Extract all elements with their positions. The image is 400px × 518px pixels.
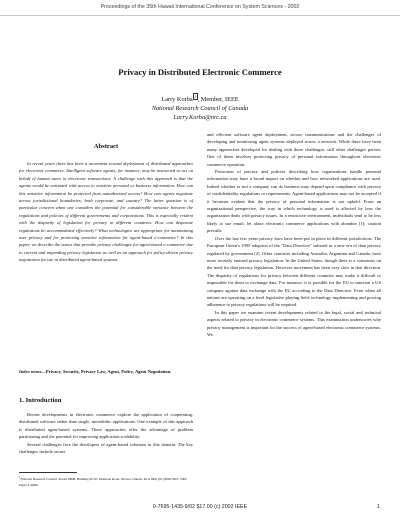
author-email: Larry.Korba@nrc.ca <box>173 114 227 122</box>
paragraph: Several challenges face the developers of agent-based solutions in this domain. The key challenges include secure <box>19 441 193 455</box>
page-footer <box>0 500 400 518</box>
author-affiliation: National Research Council of Canada <box>151 105 249 113</box>
footnote-mark: 1 <box>19 476 21 479</box>
abstract-heading: Abstract <box>93 143 119 150</box>
introduction-body <box>19 411 193 455</box>
paper-title: Privacy in Distributed Electronic Commerce <box>118 67 282 77</box>
abstract-text: In recent years there has been a movement toward deployment of distributed approaches for electronic commerce. Intelligent software agents, for instance, may be instructed to act on behalf of human users in electronic transactions. A challenge with this approach is that the agents would be entrusted with access to sensitive personal or business information. How can this sensitive information be protected from unauthorized access? How can agents negotiate across jurisdictional boundaries; both corporate, and country? The latter question is of particular concern when one considers the potential for considerable variance between the regulations and policies of different governments and corporations. This is especially evident with the disparity of legislation for privacy in different countries. How can disparate regulations be accommodated effectively? What technologies are appropriate for maintaining user privacy and for protecting sensitive information for agent-based e-commerce? In this paper, we describe the issues that provoke privacy challenges for agent-based e-commerce due to current and impending privacy legislation as well as an approach for policy-driven privacy negotiation for use in distributed agent-based systems. <box>19 161 193 263</box>
paragraph: Protection of privacy and policies describing how organizations handle personal information may have a broad impact on whether and how networked applications are used. Indeed whether or not a company can do business may depend upon compliance with privacy of confidentiality regulations or requirements. Agent-based applications may not be accepted if it becomes evident that the privacy of personal information is not upheld. From an organizational perspective, the way in which technology is used is affected by how the organization deals with privacy issues. In a restrictive environment, individuals tend to be less likely to use email, let alone electronic commerce applications with abandon [1]; caution prevails. <box>207 169 381 234</box>
copyright-line: 0-7695-1435-9/02 $17.00 (c) 2002 IEEE <box>152 504 248 510</box>
running-head: Proceedings of the 35th Hawaii International Conference on System Sciences - 2002 <box>0 0 400 16</box>
right-column-body <box>207 131 381 338</box>
author-line <box>0 92 400 104</box>
index-terms <box>19 368 193 375</box>
index-terms-lead: Index terms <box>19 369 42 374</box>
footnote-rule <box>19 472 77 473</box>
paragraph: Recent developments in electronic commerce explore the application of cooperating, distributed software rather than single, monolithic applications. One example of this approach is distributed agent-based systems. These approaches offer the advantage of problem partitioning and the potential for improving application scalability. <box>19 412 193 440</box>
section-heading-introduction: 1. Introduction <box>19 397 62 404</box>
page-number: 1 <box>377 504 380 510</box>
paragraph: In this paper we examine recent developments related to the legal, social and technical aspects related to privacy in electronic commerce systems. This examination underscores why privacy management is important for the success of agent-based electronic commerce systems. We <box>207 309 381 337</box>
paragraph: and efficient software agent deployment, secure communications and the challenges of developing and monitoring agent systems deployed across a network. While there have been many approaches developed for dealing with these challenges, still other challenges persist. One of them involves protecting privacy of personal information throughout electronic commerce operation. <box>207 132 381 167</box>
author-block <box>0 92 400 122</box>
author-name: Larry Korba <box>161 96 193 104</box>
footnote-text: National Research Council, Room 286B, Building M-50, Montreal Road, Ottawa, Ontario K1A 0R6. (613)998-3967, NRC Paper # 44891 <box>19 477 188 487</box>
author-footnote-mark: 1 <box>194 94 197 99</box>
footnote <box>19 475 193 488</box>
author-role: , Member, IEEE <box>197 96 239 104</box>
index-terms-list: —Privacy, Security, Privacy Law, Agent, Policy, Agent Negotiation. <box>41 369 172 374</box>
paragraph: Over the last few years privacy laws have been put in place in different jurisdictions. The European Union's 1995 adoption of the "Data Directive" ushered in a new era of data privacy regulated by government [2]. Other countries including Australia, Argentina and Canada, have more recently enacted privacy legislation. In the United States, though there is a consensus on the need for data privacy legislation. However movement has been very slow in that direction. The disparity of regulations for privacy between different countries may make it difficult or impossible for them to exchange data. For instance, it is possible for the EU to sanction a US company against data exchange with the EU according to the Data Directive. Even when all nations are operating on a level legislative playing field, technology implementing and proving adherence to privacy regulations will be required. <box>207 235 381 308</box>
